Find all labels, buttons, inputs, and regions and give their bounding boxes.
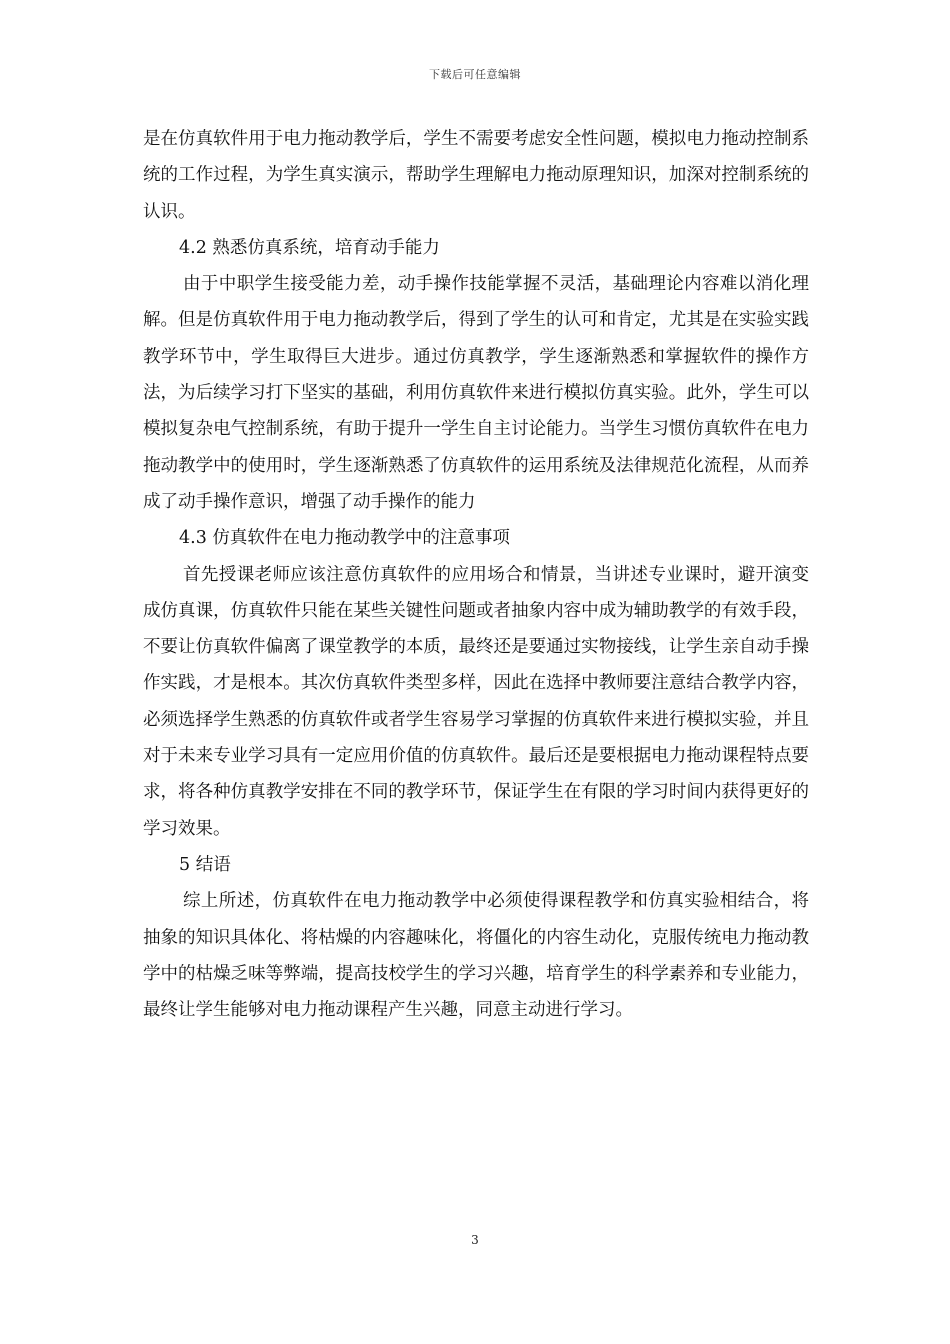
section-heading-5: 5 结语: [179, 854, 231, 875]
paragraph-4-3: 首先授课老师应该注意仿真软件的应用场合和情景，当讲述专业课时，避开演变成仿真课，仿真软件只能在某些关键性问题或者抽象内容中成为辅助教学的有效手段，不要让仿真软件偏离了课堂教学的本质，最终还是要通过实物接线，让学生亲自动手操作实践，才是根本。其次仿真软件类型多样，因此在选择中教师要注意结合教学内容，必须选择学生熟悉的仿真软件或者学生容易学习掌握的仿真软件来进行模拟实验，并且对于未来专业学习具有一定应用价值的仿真软件。最后还是要根据电力拖动课程特点要求，将各种仿真教学安排在不同的教学环节，保证学生在有限的学习时间内获得更好的学习效果。: [143, 564, 809, 839]
paragraph-4-2: 由于中职学生接受能力差，动手操作技能掌握不灵活，基础理论内容难以消化理解。但是仿真软件用于电力拖动教学后，得到了学生的认可和肯定，尤其是在实验实践教学环节中，学生取得巨大进步。通过仿真教学，学生逐渐熟悉和掌握软件的操作方法，为后续学习打下坚实的基础，利用仿真软件来进行模拟仿真实验。此外，学生可以模拟复杂电气控制系统，有助于提升一学生自主讨论能力。当学生习惯仿真软件在电力拖动教学中的使用时，学生逐渐熟悉了仿真软件的运用系统及法律规范化流程，从而养成了动手操作意识，增强了动手操作的能力: [143, 274, 809, 512]
page-number: 3: [471, 1233, 479, 1247]
page-header: 下载后可任意编辑: [429, 68, 521, 81]
document-body: [143, 121, 809, 1028]
section-heading-4-3: 4.3 仿真软件在电力拖动教学中的注意事项: [179, 528, 510, 549]
paragraph-continuation: 是在仿真软件用于电力拖动教学后，学生不需要考虑安全性问题，模拟电力拖动控制系统的工作过程，为学生真实演示，帮助学生理解电力拖动原理知识，加深对控制系统的认识。: [143, 129, 809, 222]
paragraph-5: 综上所述，仿真软件在电力拖动教学中必须使得课程教学和仿真实验相结合，将抽象的知识具体化、将枯燥的内容趣味化，将僵化的内容生动化，克服传统电力拖动教学中的枯燥乏味等弊端，提高技校学生的学习兴趣，培育学生的科学素养和专业能力，最终让学生能够对电力拖动课程产生兴趣，同意主动进行学习。: [143, 891, 809, 1021]
section-heading-4-2: 4.2 熟悉仿真系统，培育动手能力: [179, 237, 440, 258]
